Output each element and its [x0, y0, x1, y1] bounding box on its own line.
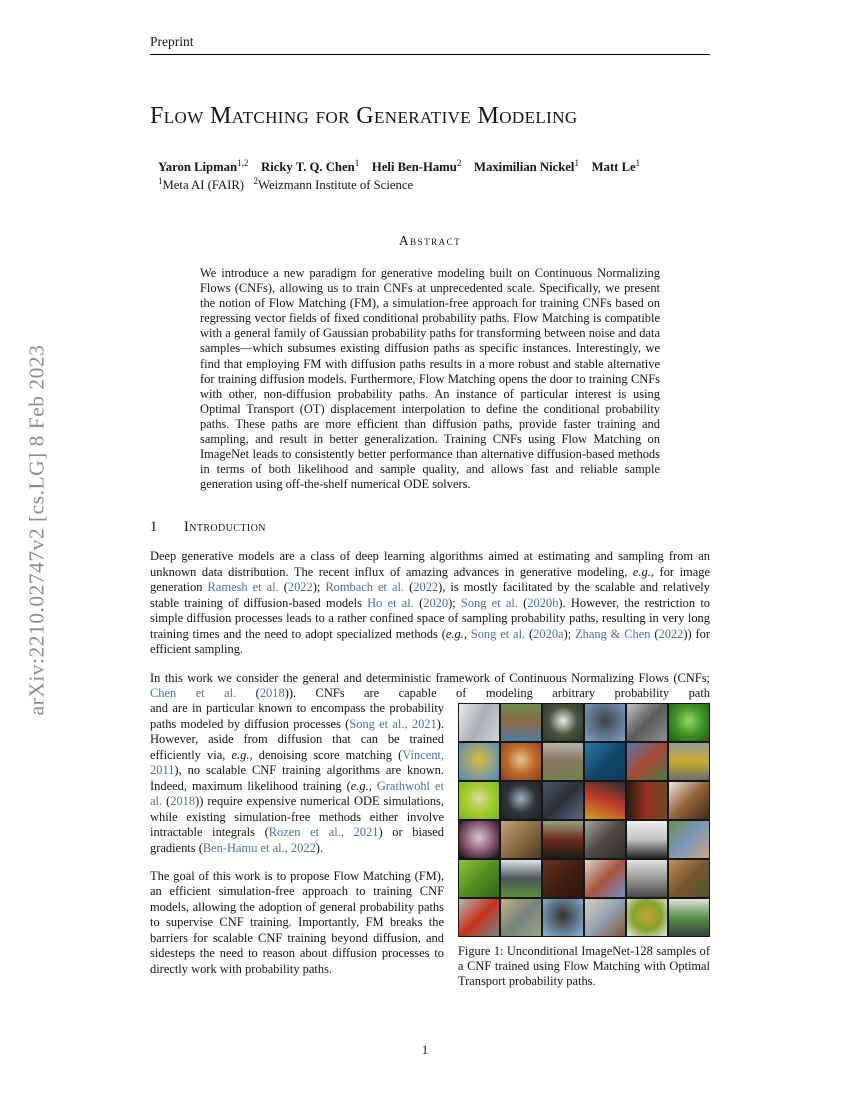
intro-paragraph-1: Deep generative models are a class of deep learning algorithms aimed at estimating and sampling from an unknown data distribution. The recent influx of amazing advances in generative modeling, e.g., for image generation Ramesh et al. (2022); Rombach et al. (2022), is mostly facilitated by the scalable and relatively stable training of diffusion-based models Ho et al. (2020); Song et al. (2020b). However, the restriction to simple diffusion processes leads to a rather confined space of sampling probability paths, resulting in very long training times and the need to adopt specialized methods (e.g., Song et al. (2020a); Zhang & Chen (2022)) for efficient sampling. [150, 549, 710, 657]
figure-cell-cheetah [669, 860, 709, 897]
abstract-heading: Abstract [398, 233, 462, 248]
figure-cell-person-gardening [669, 821, 709, 858]
figure-cell-washing-machines [627, 860, 667, 897]
figure-cell-people-dark-room [543, 782, 583, 819]
figure-cell-bus [669, 899, 709, 936]
page-number: 1 [421, 1043, 429, 1057]
citation-link[interactable]: 2020a [533, 626, 564, 641]
figure-cell-green-insect [459, 860, 499, 897]
figure-cell-sailing-ship [585, 704, 625, 741]
figure-cell-wooden-cabinet [543, 860, 583, 897]
abstract-body: We introduce a new paradigm for generative modeling built on Continuous Normalizing Flows (CNFs), allowing us to train CNFs at unprecedented scale. Specifically, we present the notion of Flow Matching (FM), a simulation-free approach for training CNFs based on regressing vector fields of fixed conditional probability paths. Flow Matching is compatible with a general family of Gaussian probability paths for transforming between noise and data samples—which subsumes existing diffusion paths as specific instances. Interestingly, we find that employing FM with diffusion paths results in a more robust and stable alternative for training diffusion models. Furthermore, Flow Matching opens the door to training CNFs with other, non-diffusion probability paths. An instance of particular interest is using Optimal Transport (OT) displacement interpolation to define the conditional probability paths. These paths are more efficient than diffusion paths, provide faster training and sampling, and result in better generalization. Training CNFs using Flow Matching on ImageNet leads to consistently better performance than alternative diffusion-based methods in terms of both likelihood and sample quality, and allows fast and reliable sample generation using off-the-shelf numerical ODE solvers. [200, 266, 660, 492]
section-number: 1 [150, 519, 158, 536]
citation-link[interactable]: Rombach et al. [325, 580, 405, 595]
figure-cell-rock-arch [543, 704, 583, 741]
citation-link[interactable]: Song et al. [470, 626, 526, 641]
affiliations-line: $^1$Meta AI (FAIR) $^2$Weizmann Institute of Science [158, 175, 414, 192]
citation-link[interactable]: 2022 [413, 580, 439, 595]
figure-cell-st-bernard-dog [669, 782, 709, 819]
figure-cell-parrot-head [585, 782, 625, 819]
citation-link[interactable]: 2022 [287, 580, 313, 595]
authors-line: Yaron Lipman$^{1,2}$ Ricky T. Q. Chen$^1$ Heli Ben-Hamu$^2$ Maximilian Nickel$^1$ Matt Le$^1$ [158, 157, 641, 174]
intro-paragraph-2-wrapped: and are in particular known to encompass the probability paths modeled by diffusion processes (Song et al., 2021). However, aside from diffusion that can be trained efficiently via, e.g., denoising score matching (Vincent, 2011), no scalable CNF training algorithms are known. Indeed, maximum likelihood training (e.g., Grathwohl et al. (2018)) require expensive numerical ODE simulations, while existing simulation-free methods either involve intractable integrals (Rozen et al., 2021) or biased gradients (Ben-Hamu et al., 2022). [150, 701, 445, 855]
figure-cell-papillon-dogs [627, 821, 667, 858]
figure-cell-monkey [501, 821, 541, 858]
figure-cell-pasta-dish [627, 899, 667, 936]
figure-cell-ceramic-jug [585, 899, 625, 936]
section-heading-introduction [150, 519, 710, 536]
figure-cell-food-bowl [501, 743, 541, 780]
figure-cell-hot-air-balloon [459, 743, 499, 780]
figure-cell-bottles [627, 782, 667, 819]
citation-link[interactable]: Song et al. [460, 595, 518, 610]
citation-link[interactable]: Zhang & Chen [575, 626, 651, 641]
citation-link[interactable]: 2018 [259, 686, 285, 701]
citation-link[interactable]: 2020 [423, 595, 449, 610]
intro-paragraph-3: The goal of this work is to propose Flow Matching (FM), an efficient simulation-free approach to training CNF models, allowing the adoption of general probability paths to supervise CNF training. Importantly, FM breaks the barriers for scalable CNF training beyond diffusion, and sidesteps the need to reason about diffusion processes to directly work with probability paths. [150, 869, 444, 976]
figure-cell-heron-in-grass [501, 899, 541, 936]
figure-cell-mountain-valley [501, 860, 541, 897]
intro-paragraph-2-fullwidth: In this work we consider the general and deterministic framework of Continuous Normalizing Flows (CNFs; Chen et al. (2018)). CNFs are capable of modeling arbitrary probability path [150, 670, 710, 701]
citation-link[interactable]: Chen et al. [150, 686, 237, 701]
citation-link[interactable]: Ho et al. [367, 595, 414, 610]
figure-cell-dogs-and-people [627, 743, 667, 780]
preprint-tag: Preprint [150, 34, 194, 49]
citation-link[interactable]: Song et al., 2021 [349, 716, 437, 731]
figure-cell-laptop-screen [501, 782, 541, 819]
figure-cell-rooster [543, 821, 583, 858]
header-rule [150, 54, 710, 55]
figure-cell-pendant [459, 821, 499, 858]
figure-cell-harbor-village [501, 704, 541, 741]
citation-link[interactable]: Vincent, 2011 [150, 747, 445, 778]
figure-cell-elephant [543, 743, 583, 780]
figure-cell-flying-bird-sky [543, 899, 583, 936]
figure-cell-cabbage [669, 704, 709, 741]
figure-cell-chair [585, 821, 625, 858]
citation-link[interactable]: Grathwohl et al. [150, 778, 444, 809]
citation-link[interactable]: 2018 [170, 794, 196, 809]
figure-cell-woman-portrait [585, 860, 625, 897]
figure-cell-electronics [627, 704, 667, 741]
figure-cell-taxi-street [669, 743, 709, 780]
figure-cell-butterfly-on-leaf [459, 782, 499, 819]
section-title: Introduction [184, 519, 266, 536]
page-column [150, 0, 710, 993]
citation-link[interactable]: Ben-Hamu et al., 2022 [202, 840, 316, 855]
figure-1 [458, 703, 710, 989]
citation-link[interactable]: Ramesh et al. [207, 580, 279, 595]
citation-link[interactable]: 2022 [658, 626, 684, 641]
imagenet-sample-grid [458, 703, 710, 937]
figure-1-caption: Figure 1: Unconditional ImageNet-128 samples of a CNF trained using Flow Matching with Optimal Transport probability paths. [458, 944, 710, 989]
paper-title: Flow Matching for Generative Modeling [150, 103, 578, 129]
figure-cell-red-truck [459, 899, 499, 936]
citation-link[interactable]: Rozen et al., 2021 [268, 825, 379, 840]
text-figure-wrap [150, 701, 710, 993]
arxiv-sidebar-label: arXiv:2210.02747v2 [cs.LG] 8 Feb 2023 [24, 344, 49, 716]
figure-cell-keyboard [459, 704, 499, 741]
citation-link[interactable]: 2020b [527, 595, 559, 610]
figure-cell-shark-underwater [585, 743, 625, 780]
